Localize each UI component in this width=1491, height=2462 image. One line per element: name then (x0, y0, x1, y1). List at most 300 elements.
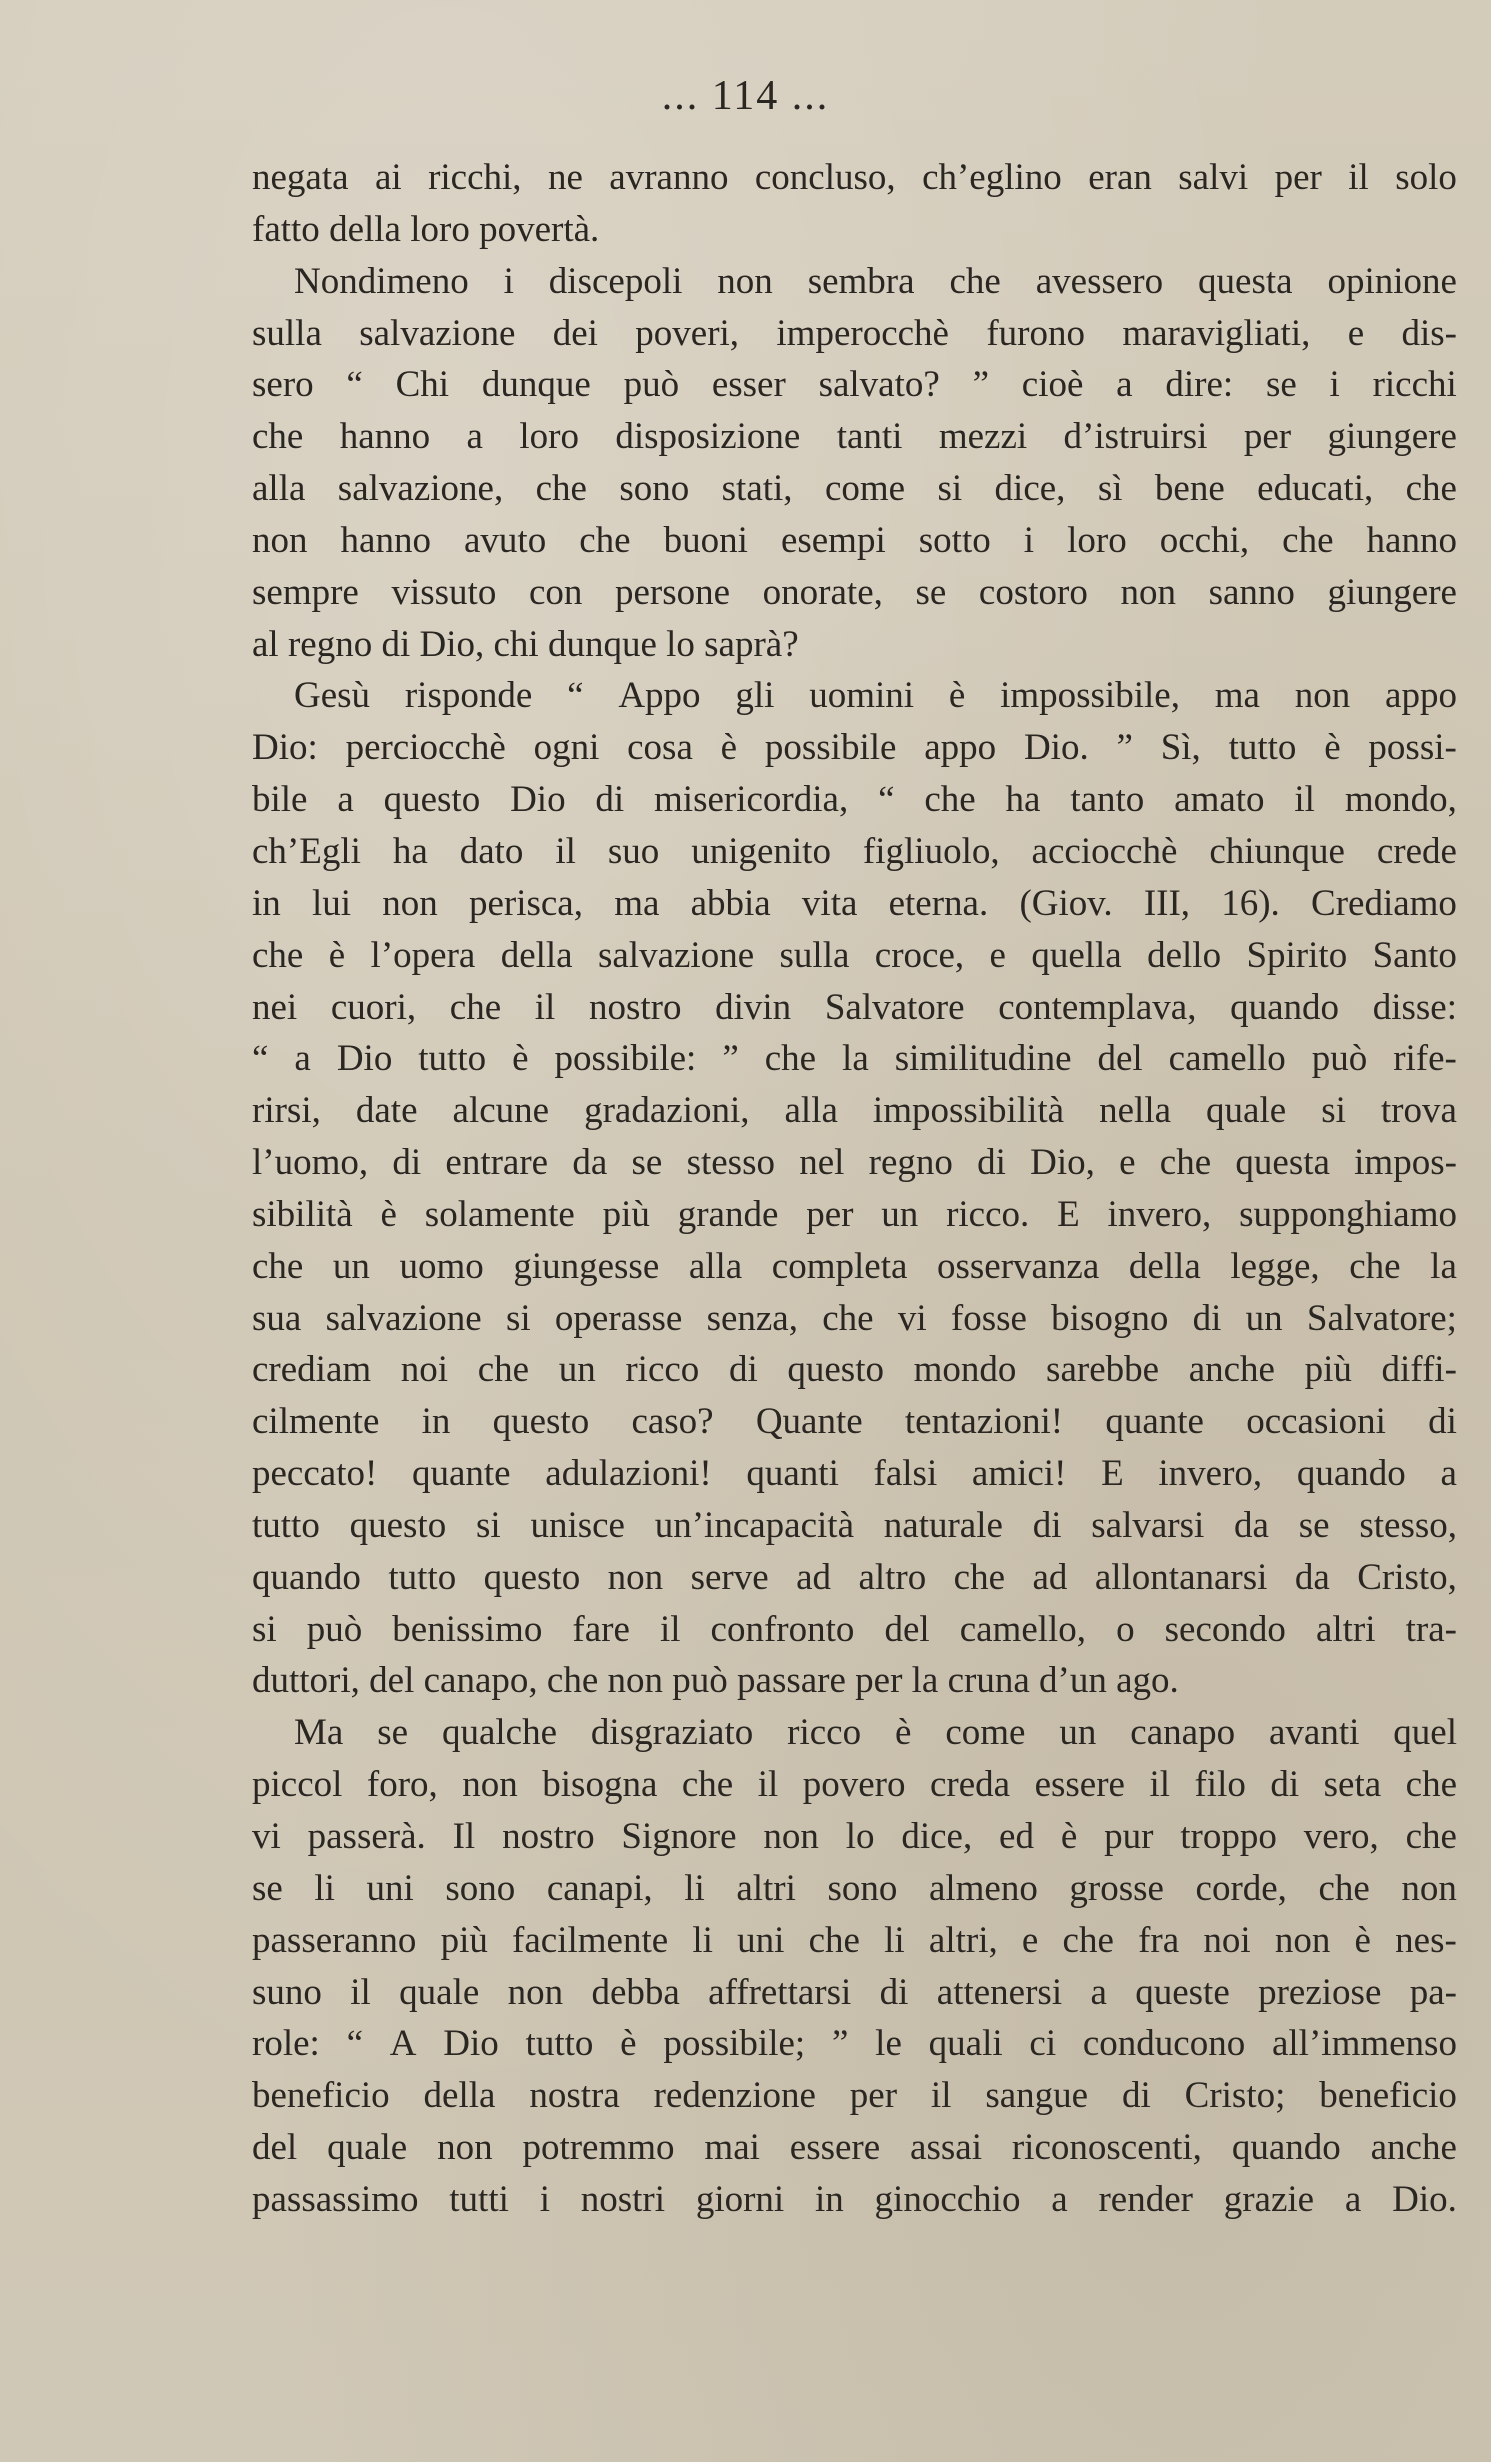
word: dice, (901, 1816, 973, 1857)
word: giungere (1327, 416, 1457, 458)
word: serve (690, 1556, 769, 1598)
word: entrare (445, 1142, 549, 1184)
word: invero, (1107, 1193, 1212, 1235)
word: un (1059, 1712, 1097, 1754)
text-line (252, 1396, 1457, 1448)
word: esempi (780, 519, 886, 561)
word: hanno (1366, 519, 1457, 561)
word: non (607, 1556, 664, 1598)
word: 16). (1221, 882, 1280, 924)
word: “ (346, 364, 363, 406)
word: è (1060, 1816, 1078, 1857)
word: giorni (695, 2178, 785, 2220)
word: Salvatore (824, 986, 965, 1028)
word: salvazione (325, 1297, 482, 1339)
word: perciocchè (345, 727, 506, 769)
word: quante (1105, 1401, 1204, 1443)
word: fare (572, 1608, 630, 1650)
word: Quante (755, 1401, 863, 1443)
word: li (692, 1919, 713, 1961)
word: giungere (1327, 571, 1457, 613)
word: foro, (366, 1764, 438, 1806)
word: furono (986, 312, 1085, 354)
word: Cristo, (1357, 1556, 1457, 1598)
word: come (824, 468, 906, 510)
word: avanti (1268, 1712, 1360, 1754)
word: non (1294, 675, 1351, 717)
word: anche (1370, 2127, 1457, 2169)
word: Dio, (1030, 1142, 1095, 1184)
word: non (1401, 1867, 1457, 1909)
word: sembra (807, 260, 915, 302)
word: tutto (418, 1038, 487, 1080)
word: a (1051, 2178, 1068, 2220)
word: negata (252, 157, 349, 198)
word: impossibilità (872, 1090, 1065, 1132)
word: persone (614, 571, 731, 613)
word: povero (802, 1764, 906, 1806)
word: ” (831, 2023, 849, 2065)
text-line (252, 2018, 1457, 2070)
word: in (814, 2178, 844, 2220)
word: è (948, 675, 966, 717)
word: avuto (464, 519, 547, 561)
word: regno (868, 1142, 953, 1184)
word: possibile: (554, 1038, 697, 1080)
word: nostro (588, 986, 682, 1028)
word: nella (1099, 1090, 1172, 1132)
text-line (252, 1137, 1457, 1189)
word: appo (1385, 675, 1457, 717)
word: che (1062, 1919, 1114, 1961)
word: salvazione (597, 934, 755, 976)
word: facilmente (512, 1919, 669, 1961)
word: la (911, 1660, 939, 1702)
word: poveri, (635, 312, 740, 354)
word: il (757, 1764, 779, 1806)
word: Nondimeno (294, 260, 469, 302)
word: pa- (1409, 1971, 1457, 2013)
word: ch’eglino (922, 157, 1062, 198)
word: disgraziato (590, 1712, 754, 1754)
word: grande (677, 1193, 779, 1235)
word: vissuto (391, 571, 497, 613)
word: Crediamo (1311, 882, 1457, 924)
word: e (989, 934, 1006, 976)
word: altro (858, 1556, 927, 1598)
text-line (252, 204, 1457, 256)
word: come (945, 1712, 1026, 1754)
word: che (1349, 1245, 1401, 1287)
word: del (1097, 1038, 1143, 1080)
word: saprà? (704, 623, 799, 665)
word: che (449, 986, 502, 1028)
text-line (252, 670, 1457, 722)
word: alla (688, 1245, 743, 1287)
word: quanti (746, 1453, 839, 1495)
word: il (1149, 1764, 1170, 1806)
word: concluso, (754, 157, 896, 198)
word: uni (737, 1919, 785, 1961)
word: risponde (404, 675, 533, 717)
word: se (631, 1142, 663, 1184)
word: questo (787, 1349, 884, 1391)
word: vero, (1303, 1816, 1379, 1857)
word: opinione (1327, 260, 1457, 302)
word: di (392, 1142, 422, 1184)
word: non (252, 519, 308, 561)
word: la (1430, 1245, 1457, 1287)
word: sotto (918, 519, 991, 561)
word: Dio (443, 2023, 499, 2065)
word: adulazioni! (545, 1453, 712, 1495)
word: della (500, 934, 573, 976)
text-line (252, 1448, 1457, 1500)
word: possibile (764, 727, 897, 769)
word: un’incapacità (654, 1504, 855, 1546)
word: assai (910, 2127, 982, 2169)
word: non (717, 260, 773, 302)
text-line (252, 1863, 1457, 1915)
word: almeno (928, 1867, 1038, 1909)
word: li (314, 1867, 335, 1909)
word: contemplava, (998, 986, 1197, 1028)
word: quale (327, 2127, 408, 2169)
word: al (252, 623, 279, 665)
word: ch’Egli (252, 830, 361, 872)
word: ricco (787, 1712, 862, 1754)
word: questo (349, 1504, 447, 1546)
word: uomini (809, 675, 915, 717)
word: nostro (502, 1816, 595, 1857)
text-line (252, 1500, 1457, 1552)
word: quel (1393, 1712, 1457, 1754)
word: acciocchè (1031, 830, 1178, 872)
word: questa (1198, 260, 1293, 302)
word: a (1440, 1453, 1457, 1495)
word: divin (715, 986, 792, 1028)
text-line (252, 1241, 1457, 1293)
word: cioè (1021, 364, 1084, 406)
word: è (895, 1712, 912, 1754)
word: d’istruirsi (1063, 416, 1208, 458)
word: conducono (1082, 2023, 1246, 2065)
text-line (252, 982, 1457, 1034)
word: la (842, 1038, 869, 1080)
word: regno (287, 623, 373, 665)
word: mondo (913, 1349, 1017, 1391)
word: Dio (336, 1038, 393, 1080)
word: Signore (621, 1816, 737, 1857)
word: seta (1323, 1764, 1382, 1806)
word: di (1121, 2075, 1151, 2117)
word: stesso, (1359, 1504, 1457, 1546)
word: quante (411, 1453, 511, 1495)
word: sua (252, 1297, 302, 1339)
word: grosse (1069, 1867, 1164, 1909)
word: uomo (399, 1245, 484, 1287)
word: perisca, (468, 882, 583, 924)
word: Sì, (1160, 727, 1201, 769)
word: III, (1143, 882, 1191, 924)
word: Cristo; (1184, 2075, 1286, 2117)
word: può (623, 364, 680, 406)
word: Dio, (419, 623, 485, 665)
word: buoni (663, 519, 748, 561)
word: filo (1194, 1764, 1246, 1806)
word: lo (845, 1816, 875, 1857)
word: “ (567, 675, 584, 717)
word: onorate, (762, 571, 883, 613)
word: occhi, (1159, 519, 1250, 561)
word: della (1128, 1245, 1201, 1287)
word: dei (552, 312, 598, 354)
word: impos- (1354, 1142, 1457, 1184)
word: similitudine (894, 1038, 1072, 1080)
text-line (252, 411, 1457, 463)
word: figliuolo, (862, 830, 1000, 872)
word: per (806, 1193, 854, 1235)
word: invero, (1158, 1453, 1263, 1495)
word: da (1234, 1504, 1269, 1546)
word: camello, (959, 1608, 1087, 1650)
word: che (808, 1919, 860, 1961)
word: ci (1029, 2023, 1057, 2065)
word: tutti (449, 2178, 509, 2220)
text-line (252, 1707, 1457, 1759)
word: sempre (252, 571, 359, 613)
word: A (389, 2023, 417, 2065)
word: crediam (252, 1349, 372, 1391)
word: mezzi (938, 416, 1028, 458)
text-line (252, 1604, 1457, 1656)
word: secondo (1164, 1608, 1286, 1650)
word: dis- (1401, 312, 1457, 354)
word: nei (252, 986, 298, 1028)
word: debba (591, 1971, 680, 2013)
word: loro (519, 416, 579, 458)
text-line (252, 1293, 1457, 1345)
word: preziose (1258, 1971, 1382, 2013)
word: possi- (1368, 727, 1457, 769)
word: che (252, 1245, 304, 1287)
word: a (466, 416, 483, 458)
word: dice, (994, 468, 1066, 510)
word: tutto (525, 2023, 594, 2065)
word: non (607, 1660, 664, 1702)
word: i (539, 2178, 550, 2220)
word: si (252, 1608, 277, 1650)
word: sanno (1208, 571, 1295, 613)
word: peccato! (252, 1453, 378, 1495)
word: ma (1214, 675, 1260, 717)
word: unigenito (691, 830, 831, 872)
word: più (1304, 1349, 1352, 1391)
word: sarebbe (1046, 1349, 1160, 1391)
word: e (1119, 1142, 1136, 1184)
word: tanto (1070, 779, 1145, 821)
word: Appo (618, 675, 701, 717)
word: l’opera (370, 934, 476, 976)
word: bile (252, 779, 308, 821)
word: o (1116, 1608, 1135, 1650)
word: suo (607, 830, 660, 872)
text-line (252, 1189, 1457, 1241)
word: Gesù (294, 675, 371, 717)
word: mai (704, 2127, 760, 2169)
word: può (672, 1660, 728, 1702)
word: il (350, 1971, 371, 2013)
text-line (252, 2174, 1457, 2226)
word: per (1274, 157, 1322, 198)
word: qualche (441, 1712, 558, 1754)
word: se (1298, 1504, 1330, 1546)
word: canapo (1130, 1712, 1236, 1754)
word: un (558, 1349, 596, 1391)
word: che (252, 416, 304, 458)
word: a (1344, 2178, 1362, 2220)
word: Spirito (1246, 934, 1348, 976)
word: ginocchio (874, 2178, 1021, 2220)
word: duttori, (252, 1660, 360, 1702)
word: salvi (1178, 157, 1249, 198)
word: di (977, 1142, 1006, 1184)
word: quando (252, 1556, 361, 1598)
word: render (1098, 2178, 1193, 2220)
word: noi (400, 1349, 449, 1391)
word: allontanarsi (1094, 1556, 1268, 1598)
word: ai (374, 157, 402, 198)
word: giungesse (513, 1245, 660, 1287)
word: che (1159, 1142, 1212, 1184)
word: imperocchè (776, 312, 949, 354)
word: passare (737, 1660, 846, 1702)
word: hanno (339, 416, 431, 458)
word: amici! (971, 1453, 1067, 1495)
word: del (369, 1660, 415, 1702)
word: maravigliati, (1122, 312, 1311, 354)
word: di (1032, 1504, 1062, 1546)
word: che (477, 1349, 530, 1391)
word: lo (666, 623, 695, 665)
word: canapi, (546, 1867, 653, 1909)
word: chiunque (1209, 830, 1345, 872)
word: solo (1395, 157, 1457, 198)
word: essere (1034, 1764, 1125, 1806)
word: di (1270, 1764, 1300, 1806)
word: se (377, 1712, 409, 1754)
word: che (1318, 1867, 1370, 1909)
word: Dio. (1023, 727, 1089, 769)
word: senza, (706, 1297, 798, 1339)
word: mondo, (1344, 779, 1457, 821)
word: caso? (631, 1401, 714, 1443)
word: che (953, 1556, 1006, 1598)
word: è (380, 1193, 397, 1235)
word: salvarsi (1091, 1504, 1205, 1546)
word: sono (827, 1867, 898, 1909)
word: dunque (481, 364, 591, 406)
text-line (252, 2070, 1457, 2122)
word: il (1348, 157, 1369, 198)
word: altri, (928, 1919, 998, 1961)
word: Dio. (1392, 2178, 1457, 2220)
word: quale (399, 1971, 480, 2013)
word: abbia (690, 882, 771, 924)
word: da (1294, 1556, 1330, 1598)
word: riconoscenti, (1011, 2127, 1202, 2169)
word: attenersi (936, 1971, 1063, 2013)
word: non (1120, 571, 1176, 613)
word: è (720, 727, 738, 769)
word: in (421, 1401, 451, 1443)
word: discepoli (548, 260, 683, 302)
word: sì (1097, 468, 1123, 510)
text-line (252, 722, 1457, 774)
text-line (252, 359, 1457, 411)
word: quella (1031, 934, 1122, 976)
word: che (1405, 468, 1457, 510)
word: di (1192, 1297, 1222, 1339)
word: che (924, 779, 976, 821)
word: vi (252, 1816, 281, 1857)
word: grazie (1223, 2178, 1315, 2220)
word: della (329, 208, 401, 250)
word: (Giov. (1019, 882, 1113, 924)
word: che (252, 934, 304, 976)
word: solamente (424, 1193, 575, 1235)
word: e (1021, 1919, 1039, 1961)
word: può (306, 1608, 363, 1650)
word: il (930, 2075, 952, 2117)
word: esser (711, 364, 786, 406)
word: completa (771, 1245, 908, 1287)
word: passerà. (307, 1816, 426, 1857)
word: dire: (1165, 364, 1234, 406)
word: quando (1296, 1453, 1406, 1495)
word: un (881, 1193, 919, 1235)
word: ricco. (946, 1193, 1030, 1235)
word: sono (445, 1867, 516, 1909)
word: non (507, 1971, 564, 2013)
word: confronto (710, 1608, 855, 1650)
word: ricchi, (428, 157, 522, 198)
word: è (328, 934, 346, 976)
text-line (252, 256, 1457, 308)
word: unisce (530, 1504, 625, 1546)
word: sono (619, 468, 690, 510)
word: amato (1174, 779, 1265, 821)
word: se (915, 571, 947, 613)
word: essere (789, 2127, 881, 2169)
word: l’uomo, (252, 1142, 369, 1184)
word: ago. (1116, 1660, 1179, 1702)
word: gli (735, 675, 775, 717)
word: loro (410, 208, 470, 250)
word: canapo, (423, 1660, 538, 1702)
word: di (879, 1971, 909, 2013)
word: non (1274, 1919, 1331, 1961)
word: è (620, 2023, 637, 2065)
word: ne (547, 157, 583, 198)
word: se (252, 1867, 283, 1909)
word: troppo (1180, 1816, 1277, 1857)
word: “ (878, 779, 895, 821)
word: si (937, 468, 963, 510)
word: il (534, 986, 556, 1028)
word: questo (492, 1401, 590, 1443)
word: croce, (874, 934, 965, 976)
